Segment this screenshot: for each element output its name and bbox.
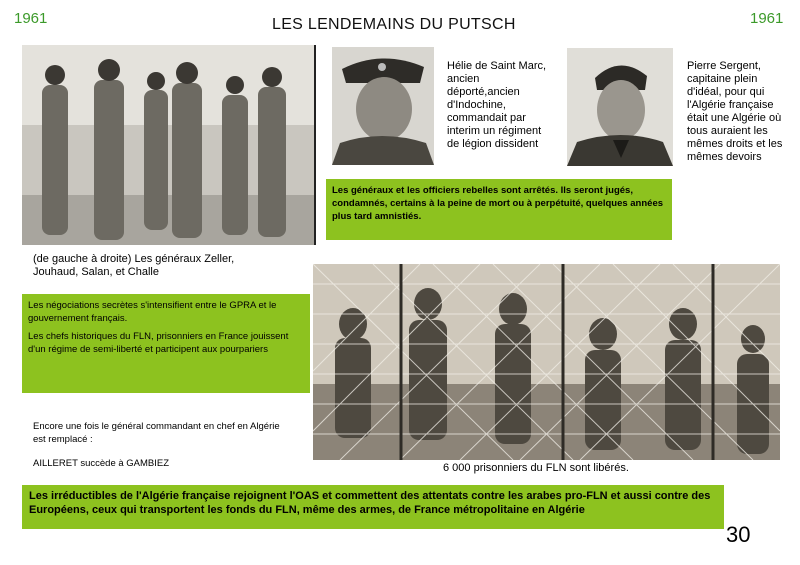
sergent-caption: Pierre Sergent, capitaine plein d'idéal, pour qui l'Algérie française était une Algérie où tous auraient les mêmes droits et les mêmes devoirs: [687, 60, 783, 163]
prisoners-caption: 6 000 prisonniers du FLN sont libérés.: [443, 462, 629, 474]
negotiations-text-2: Les chefs historiques du FLN, prisonniers en France jouissent d'un régime de semi-liberté et participent aux pourpariers: [28, 331, 289, 355]
saint-marc-caption: Hélie de Saint Marc, ancien déporté,ancien d'Indochine, commandait par interim un régiment de légion dissident: [447, 60, 547, 150]
generals-photo: [22, 45, 316, 245]
succession-note: AILLERET succède à GAMBIEZ: [33, 458, 170, 469]
year-left: 1961: [14, 10, 48, 27]
officers-arrested-text: Les généraux et les officiers rebelles sont arrêtés. Ils seront jugés, condamnés, certains à la peine de mort ou à perpétuité, quelques années plus tard amnistiés.: [332, 185, 664, 222]
page-number: 30: [726, 522, 751, 547]
negotiations-text-1: Les négociations secrètes s'intensifient entre le GPRA et le gouvernement français.: [28, 300, 277, 324]
generals-caption: (de gauche à droite) Les généraux Zeller, Jouhaud, Salan, et Challe: [33, 253, 235, 278]
year-right: 1961: [750, 10, 784, 27]
officers-arrested-box: [326, 179, 672, 240]
general-replaced-note: Encore une fois le général commandant en chef en Algérie est remplacé :: [33, 421, 280, 445]
prisoners-photo: [313, 264, 780, 460]
oas-box: [22, 485, 724, 529]
sergent-photo: [567, 48, 673, 166]
oas-text: Les irréductibles de l'Algérie française rejoignent l'OAS et commettent des attentats contre les arabes pro-FLN et aussi contre des Européens, ceux qui transportent les fonds du FLN, même des armes, de France métropolitaine en Algérie: [29, 490, 711, 516]
negotiations-box: [22, 294, 310, 393]
page-title: LES LENDEMAINS DU PUTSCH: [272, 16, 516, 33]
saint-marc-photo: [332, 47, 434, 165]
